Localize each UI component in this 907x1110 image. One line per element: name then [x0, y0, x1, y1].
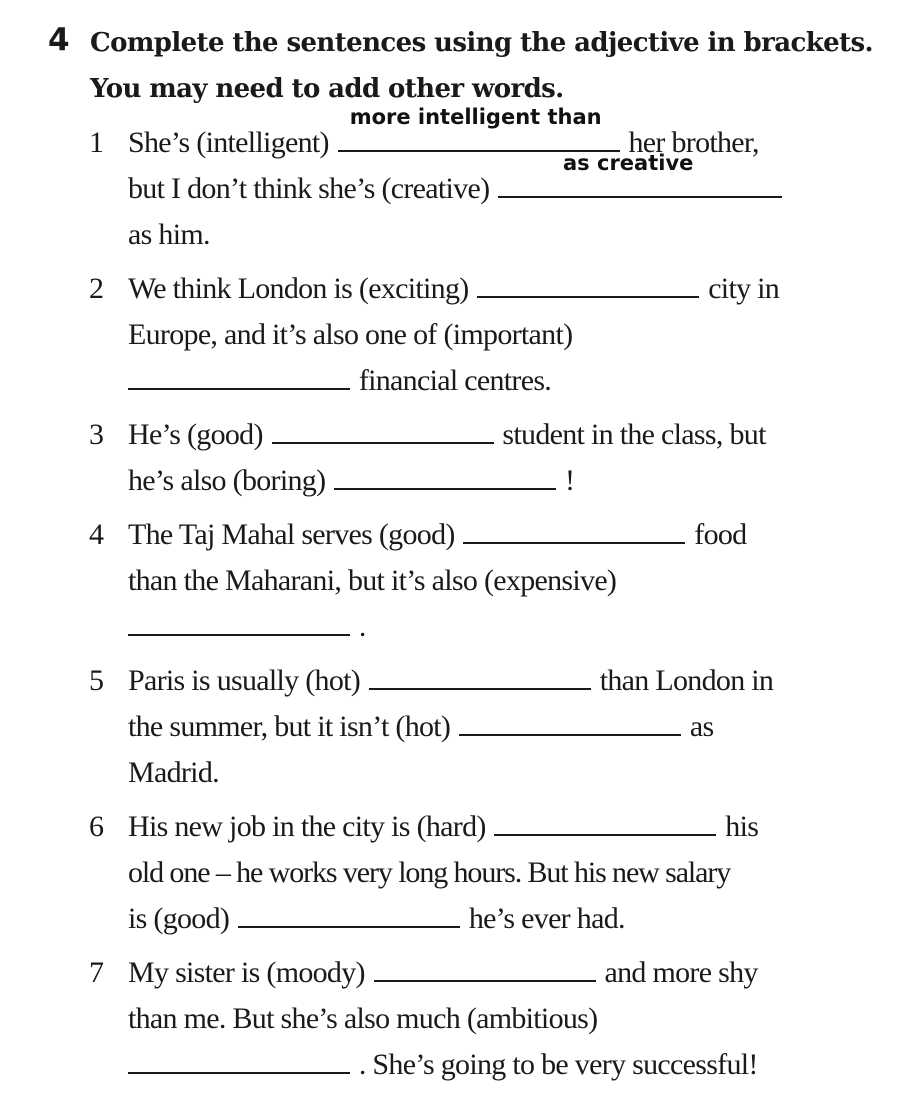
item-text [128, 512, 888, 650]
sentence-text: Madrid. [128, 756, 219, 789]
answer-blank[interactable] [334, 458, 556, 490]
sentence-text: The Taj Mahal serves (good) [128, 518, 455, 551]
answer-blank[interactable] [494, 804, 716, 836]
sentence-text: he’s also (boring) [128, 464, 326, 497]
sentence-text: he’s ever had. [468, 902, 625, 935]
sentence-text: We think London is (exciting) [128, 272, 469, 305]
item-number: 4 [89, 518, 104, 551]
sentence-text: His new job in the city is (hard) [128, 810, 486, 843]
instruction-line-1: Complete the sentences using the adjective in brackets. [90, 28, 873, 58]
item-number: 7 [89, 956, 104, 989]
item-line [128, 412, 888, 458]
item-line [128, 896, 888, 942]
answer-blank[interactable] [238, 896, 460, 928]
sentence-text: as him. [128, 218, 210, 251]
item-text [128, 412, 888, 504]
sentence-text: than the Maharani, but it’s also (expensive) [128, 564, 617, 597]
item-number: 6 [89, 810, 104, 843]
sentence-text: financial centres. [358, 364, 552, 397]
item-text [128, 950, 888, 1088]
answer-blank[interactable] [459, 704, 681, 736]
item-number: 2 [89, 272, 104, 305]
sentence-text: Europe, and it’s also one of (important) [128, 318, 573, 351]
handwritten-answer: more intelligent than [349, 105, 602, 129]
answer-blank[interactable] [477, 266, 699, 298]
exercise-number: 4 [48, 22, 70, 58]
sentence-text: as [689, 710, 714, 743]
sentence-text: My sister is (moody) [128, 956, 365, 989]
sentence-text: She’s (intelligent) [128, 126, 329, 159]
item-text [128, 658, 888, 796]
sentence-text: her brother, [628, 126, 759, 159]
item-line [128, 604, 888, 650]
sentence-text: . She’s going to be very successful! [358, 1048, 758, 1081]
item-text [128, 105, 888, 258]
sentence-text: . [358, 610, 366, 643]
answer-blank[interactable] [128, 358, 350, 390]
item-line [128, 458, 888, 504]
answer-blank[interactable] [369, 658, 591, 690]
sentence-text: and more shy [604, 956, 758, 989]
item-text [128, 804, 888, 942]
sentence-text: his [725, 810, 759, 843]
answer-blank-2[interactable] [498, 151, 782, 198]
item-line [128, 1042, 888, 1088]
item-line [128, 358, 888, 404]
item-line [128, 704, 888, 750]
item-line [128, 151, 888, 212]
sentence-text: old one – he works very long hours. But his new salary [128, 856, 731, 889]
item-text [128, 266, 888, 404]
answer-blank[interactable] [128, 1042, 350, 1074]
sentence-text: than London in [599, 664, 774, 697]
sentence-text: but I don’t think she’s (creative) [128, 172, 490, 205]
item-line [128, 512, 888, 558]
sentence-text: the summer, but it isn’t (hot) [128, 710, 451, 743]
answer-blank-1[interactable] [338, 105, 620, 152]
item-line [128, 804, 888, 850]
item-number: 1 [89, 126, 104, 159]
item-number: 5 [89, 664, 104, 697]
answer-blank[interactable] [128, 604, 350, 636]
item-line [128, 658, 888, 704]
sentence-text: He’s (good) [128, 418, 263, 451]
instruction-line-2: You may need to add other words. [90, 74, 564, 104]
sentence-text: city in [708, 272, 780, 305]
item-line [128, 266, 888, 312]
answer-blank[interactable] [463, 512, 685, 544]
sentence-text: Paris is usually (hot) [128, 664, 361, 697]
sentence-text: food [694, 518, 747, 551]
item-line [128, 950, 888, 996]
answer-blank[interactable] [272, 412, 494, 444]
handwritten-answer: as creative [563, 151, 694, 175]
item-number: 3 [89, 418, 104, 451]
sentence-text: ! [564, 464, 575, 497]
instructions [90, 20, 890, 112]
sentence-text: student in the class, but [502, 418, 766, 451]
answer-blank[interactable] [374, 950, 596, 982]
sentence-text: is (good) [128, 902, 230, 935]
sentence-text: than me. But she’s also much (ambitious) [128, 1002, 598, 1035]
